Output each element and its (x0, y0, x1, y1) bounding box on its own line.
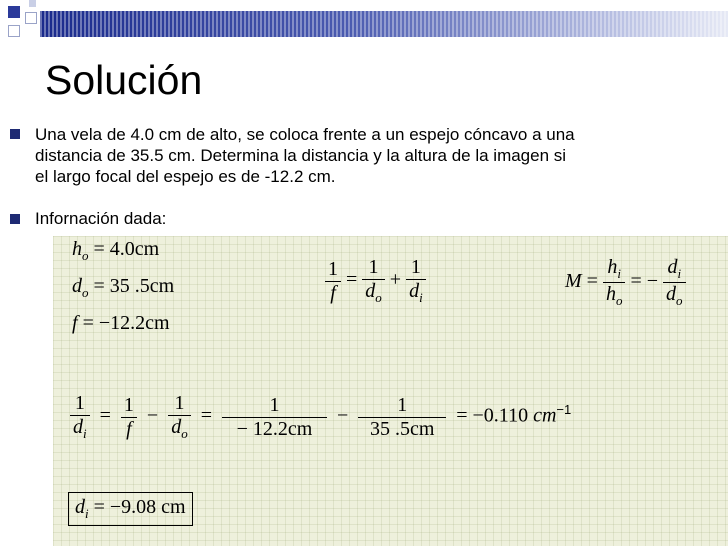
bullet-square-icon (10, 214, 20, 224)
magnification-equation: M = $\frac{h_i}{h_o}$ = − $\frac{d_i}{d_o}$ (565, 256, 686, 309)
given-do-value: = 35 .5cm (93, 275, 175, 297)
given-f: f = −12.2cm (72, 312, 170, 334)
mirror-equation: $\frac{1}{f}$ = $\frac{1}{d_o}$ + $\frac{1}{d_i}$ (325, 256, 426, 306)
corner-square-light (29, 0, 36, 7)
header-gradient-bar (40, 11, 728, 37)
corner-square-filled (8, 6, 20, 18)
bullet-text-2 (35, 208, 166, 229)
calc-result: = −0.110 (456, 404, 529, 427)
calculation-equation: $\frac{1}{d_i}$ = $\frac{1}{f}$ − $\frac{1}{d_o}$ = $\frac{1}{- 12.2cm}$ − $\frac{1}{35 .5cm}$ = −0.110 $cm^{-1}$ (70, 392, 571, 442)
given-do: $d_o = 35$ .5cm (72, 275, 175, 300)
slide-title: Solución (45, 57, 203, 103)
bullet-line: el largo focal del espejo es de -12.2 cm. (35, 167, 336, 186)
answer-value: = −9.08 cm (93, 496, 186, 518)
given-ho: $h_o = 4.0cm$ (72, 238, 160, 263)
bullet-text-1 (35, 124, 575, 187)
bullet-line: Una vela de 4.0 cm de alto, se coloca frente a un espejo cóncavo a una (35, 125, 575, 144)
bullet-line: Infornación dada: (35, 209, 167, 228)
corner-square-outline (25, 12, 37, 24)
given-ho-value: = 4.0cm (93, 238, 160, 260)
bullet-square-icon (10, 129, 20, 139)
given-f-value: = −12.2cm (82, 312, 170, 334)
corner-square-outline (8, 25, 20, 37)
bullet-line: distancia de 35.5 cm. Determina la distancia y la altura de la imagen si (35, 146, 567, 165)
answer-box: $d_i = -9.08$ cm (68, 492, 193, 526)
